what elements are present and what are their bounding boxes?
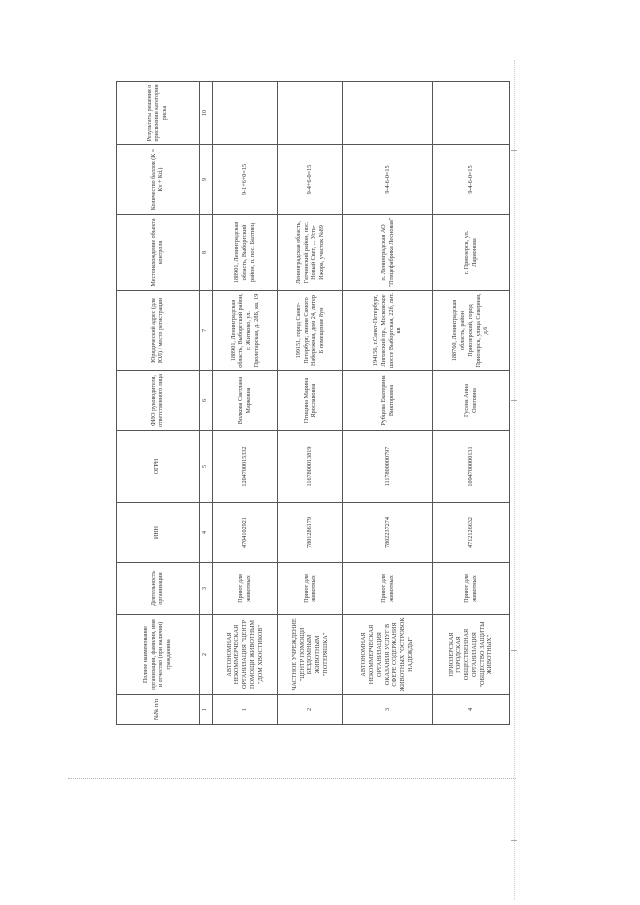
column-number: 6 [200, 371, 213, 431]
header-cell-result: Результаты решения о присвоении категории риска [117, 82, 200, 145]
row-number: 4 [432, 695, 509, 725]
column-number: 8 [200, 215, 213, 291]
row-number: 1 [213, 695, 278, 725]
score-value: 9-4-6-0=15 [432, 145, 509, 215]
column-number: 4 [200, 503, 213, 563]
ogrn-value: 1204700015332 [213, 431, 278, 503]
table-row [213, 82, 278, 725]
inn-value: 7801286179 [278, 503, 343, 563]
organization-activity: Приют для животных [343, 563, 432, 615]
header-cell-score: Количество баллов (К = Кv + Кd.) [117, 145, 200, 215]
risk-category-table [116, 81, 510, 725]
scan-tick [511, 840, 517, 841]
column-number-row [200, 82, 213, 725]
risk-result [278, 82, 343, 145]
ogrn-value: 1094700000131 [432, 431, 509, 503]
risk-result [343, 82, 432, 145]
object-location: п. Ленинградская АО "Птицефабрика Лесновая" [343, 215, 432, 291]
object-location: г. Приозерск, ул. Ларионова [432, 215, 509, 291]
table-row [343, 82, 432, 725]
legal-address: 194156, г.Санкт-Петербург, Лиговский пр., Московское шоссе Выборгская, 22б, лит. кв [343, 291, 432, 371]
scan-dotted-line [68, 778, 516, 779]
head-name: Птицина Марина Ярославовна [278, 371, 343, 431]
column-number: 7 [200, 291, 213, 371]
header-cell-name: Полное наименование организации, фамилия, имя и отчество (при наличии) гражданина [117, 615, 200, 695]
scan-tick [511, 400, 517, 401]
rotated-table-container [116, 82, 510, 725]
header-cell-head: ФИО руководителя, ответственного лица [117, 371, 200, 431]
organization-name: АВТОНОМНАЯ НЕКОММЕРЧЕСКАЯ ОРГАНИЗАЦИЯ "ЦЕНТР ПОМОЩИ ЖИВОТНЫМ "ДОМ ХВОСТИКОВ" [213, 615, 278, 695]
organization-activity: Приют для животных [432, 563, 509, 615]
scan-tick [511, 150, 517, 151]
column-number: 9 [200, 145, 213, 215]
organization-name: ЧАСТНОЕ УЧРЕЖДЕНИЕ "ЦЕНТР ПОМОЩИ БЕЗДОМНЫМ ЖИВОТНЫМ "ПОТЕРЯШКА" [278, 615, 343, 695]
ogrn-value: 1167800013819 [278, 431, 343, 503]
header-cell-address: Юридический адрес (для ЮЛ) / место регистрации [117, 291, 200, 371]
column-number: 1 [200, 695, 213, 725]
column-number: 10 [200, 82, 213, 145]
score-value: 9-4+6-0=15 [278, 145, 343, 215]
header-cell-inn: ИНН [117, 503, 200, 563]
header-cell-ogrn: ОГРН [117, 431, 200, 503]
scan-margin-line [514, 60, 515, 900]
header-cell-location: Местонахождение объекта контроля [117, 215, 200, 291]
table-row [432, 82, 509, 725]
risk-result [432, 82, 509, 145]
header-cell-activity: Деятельность организации [117, 563, 200, 615]
column-number: 2 [200, 615, 213, 695]
ogrn-value: 1117800000797 [343, 431, 432, 503]
risk-result [213, 82, 278, 145]
header-cell-num: №№ п/п [117, 695, 200, 725]
score-value: 9-1+6+0=15 [213, 145, 278, 215]
legal-address: 199151, город Санкт-Петербург, линия Самого Набережная, дом 24, литер Б помещение 8ун [278, 291, 343, 371]
legal-address: 188901, Ленинградская область, Выборгский район, г. Житково, ул. Пролетарская, д. 28Б, кв. 19 [213, 291, 278, 371]
legal-address: 188760, Ленинградская область, район Приозерский, город Приозерск, улица Северная, д.6 [432, 291, 509, 371]
object-location: Ленинградская область, Гатчинский район, пос. Новый Свет, ... Усть-Ижора, участок №89 [278, 215, 343, 291]
inn-value: 4704102921 [213, 503, 278, 563]
inn-value: 4712126632 [432, 503, 509, 563]
object-location: 188901, Ленинградская область, Выборгский район, п. пос. Балтиец [213, 215, 278, 291]
rotated-table-area [116, 82, 510, 725]
organization-name: АВТОНОМНАЯ НЕКОММЕРЧЕСКАЯ ОРГАНИЗАЦИЯ ОКАЗАНИЯ УСЛУГ В СФЕРЕ СОДЕРЖАНИЯ ЖИВОТНЫХ "ОСТРОВОК НАДЕЖДЫ" [343, 615, 432, 695]
row-number: 2 [278, 695, 343, 725]
table-row [278, 82, 343, 725]
head-name: Рубцова Екатерина Викторовна [343, 371, 432, 431]
organization-activity: Приют для животных [213, 563, 278, 615]
score-value: 9-4-6-0=15 [343, 145, 432, 215]
column-number: 5 [200, 431, 213, 503]
scan-tick [511, 650, 517, 651]
organization-name: ПРИОЗЕРСКАЯ ГОРОДСКАЯ ОБЩЕСТВЕННАЯ ОРГАНИЗАЦИЯ "ОБЩЕСТВО ЗАЩИТЫ ЖИВОТНЫХ" [432, 615, 509, 695]
inn-value: 7802237274 [343, 503, 432, 563]
column-number: 3 [200, 563, 213, 615]
head-name: Волкова Светлана Марковна [213, 371, 278, 431]
header-row [117, 82, 200, 725]
head-name: Гусева Анна Олеговна [432, 371, 509, 431]
organization-activity: Приют для животных [278, 563, 343, 615]
row-number: 3 [343, 695, 432, 725]
